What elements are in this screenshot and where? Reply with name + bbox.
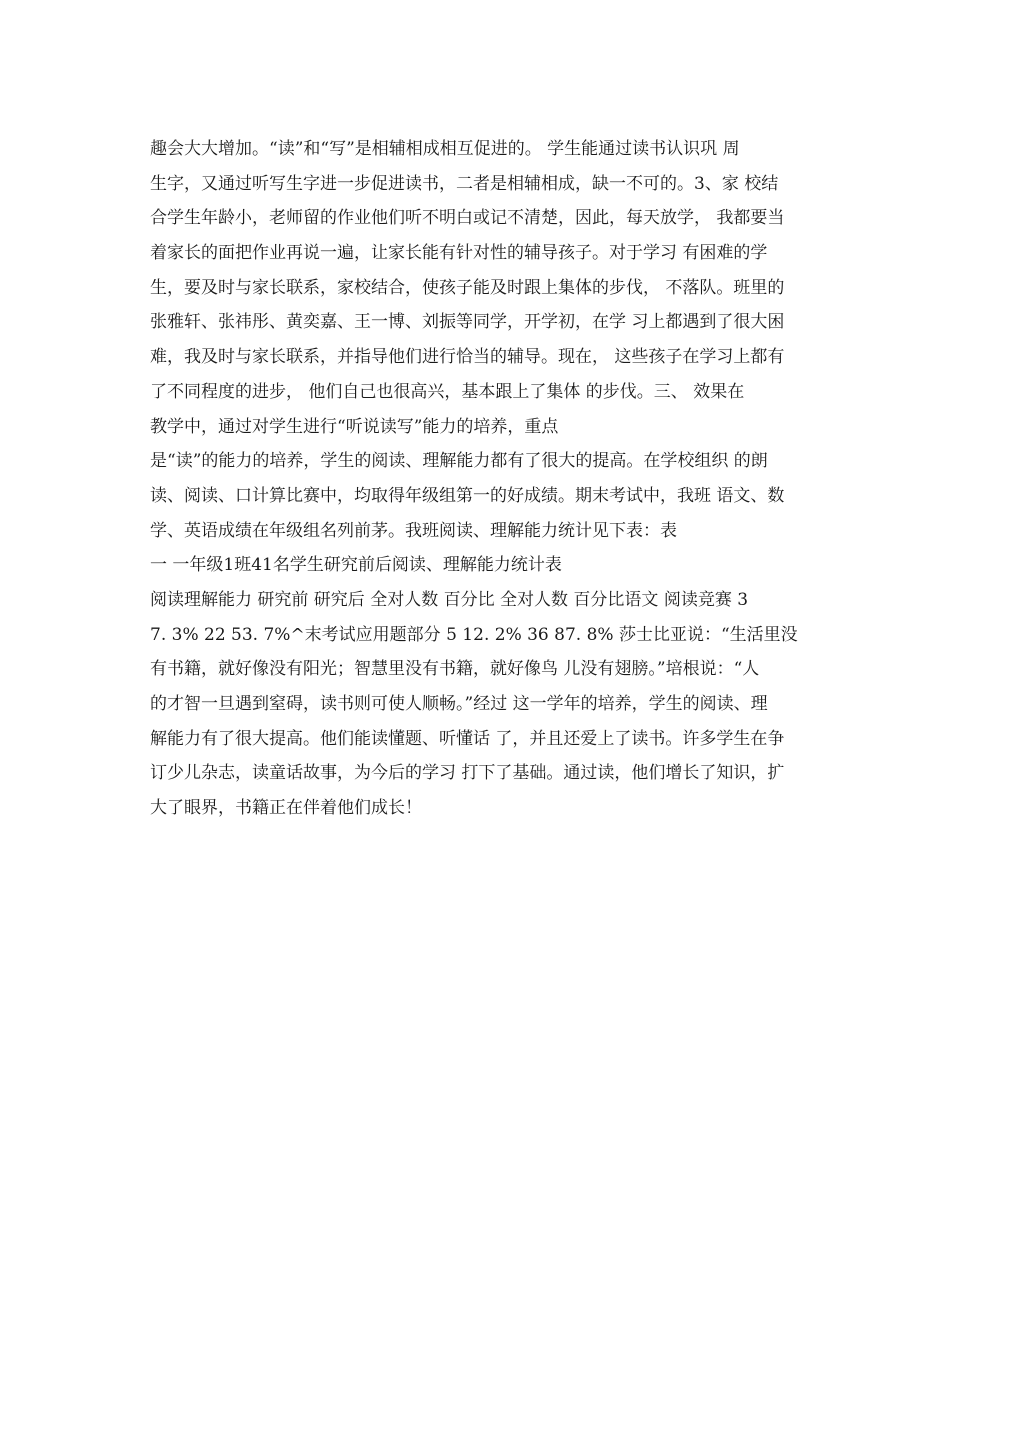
- text-line: 读、阅读、口计算比赛中，均取得年级组第一的好成绩。期末考试中，我班 语文、数: [150, 485, 785, 506]
- text-line: 趣会大大增加。“读”和“写”是相辅相成相互促进的。 学生能通过读书认识巩 周: [150, 139, 740, 159]
- body-text: [150, 132, 880, 826]
- text-line: 的才智一旦遇到窒碍，读书则可使人顺畅。”经过 这一学年的培养，学生的阅读、理: [150, 694, 768, 714]
- text-line: 有书籍，就好像没有阳光；智慧里没有书籍，就好像鸟 儿没有翅膀。”培根说：“人: [150, 659, 760, 680]
- text-line: 生，要及时与家长联系，家校结合，使孩子能及时跟上集体的步伐， 不落队。班里的: [150, 277, 785, 298]
- text-line: 生字，又通过听写生字进一步促进读书，二者是相辅相成，缺一不可的。3、家 校结: [150, 173, 779, 194]
- text-line: 合学生年龄小，老师留的作业他们听不明白或记不清楚，因此，每天放学， 我都要当: [150, 208, 785, 229]
- text-line: 学、英语成绩在年级组名列前茅。我班阅读、理解能力统计见下表：表: [150, 520, 677, 541]
- text-line: 教学中，通过对学生进行“听说读写”能力的培养，重点: [150, 416, 559, 437]
- text-line: 着家长的面把作业再说一遍，让家长能有针对性的辅导孩子。对于学习 有困难的学: [150, 243, 768, 264]
- text-line: 是“读”的能力的培养，学生的阅读、理解能力都有了很大的提高。在学校组织 的朗: [150, 451, 768, 472]
- text-line: 订少儿杂志，读童话故事，为今后的学习 打下了基础。通过读，他们增长了知识，扩: [150, 763, 785, 784]
- table-header-line: 阅读理解能力 研究前 研究后 全对人数 百分比 全对人数 百分比语文 阅读竞赛 3: [150, 589, 749, 610]
- text-line: 张雅轩、张祎彤、黄奕嘉、王一博、刘振等同学，开学初，在学 习上都遇到了很大困: [150, 312, 785, 333]
- text-line: 难，我及时与家长联系，并指导他们进行恰当的辅导。现在， 这些孩子在学习上都有: [150, 347, 785, 368]
- table-caption: 一 一年级1班41名学生研究前后阅读、理解能力统计表: [150, 555, 562, 576]
- text-line: 7. 3% 22 53. 7%^末考试应用题部分 5 12. 2% 36 87. 8% 莎士比亚说：“生活里没: [150, 624, 798, 645]
- text-line: 大了眼界，书籍正在伴着他们成长！: [150, 798, 422, 819]
- text-line: 了不同程度的进步， 他们自己也很高兴，基本跟上了集体 的步伐。三、 效果在: [150, 381, 745, 402]
- text-line: 解能力有了很大提高。他们能读懂题、听懂话 了，并且还爱上了读书。许多学生在争: [150, 728, 785, 749]
